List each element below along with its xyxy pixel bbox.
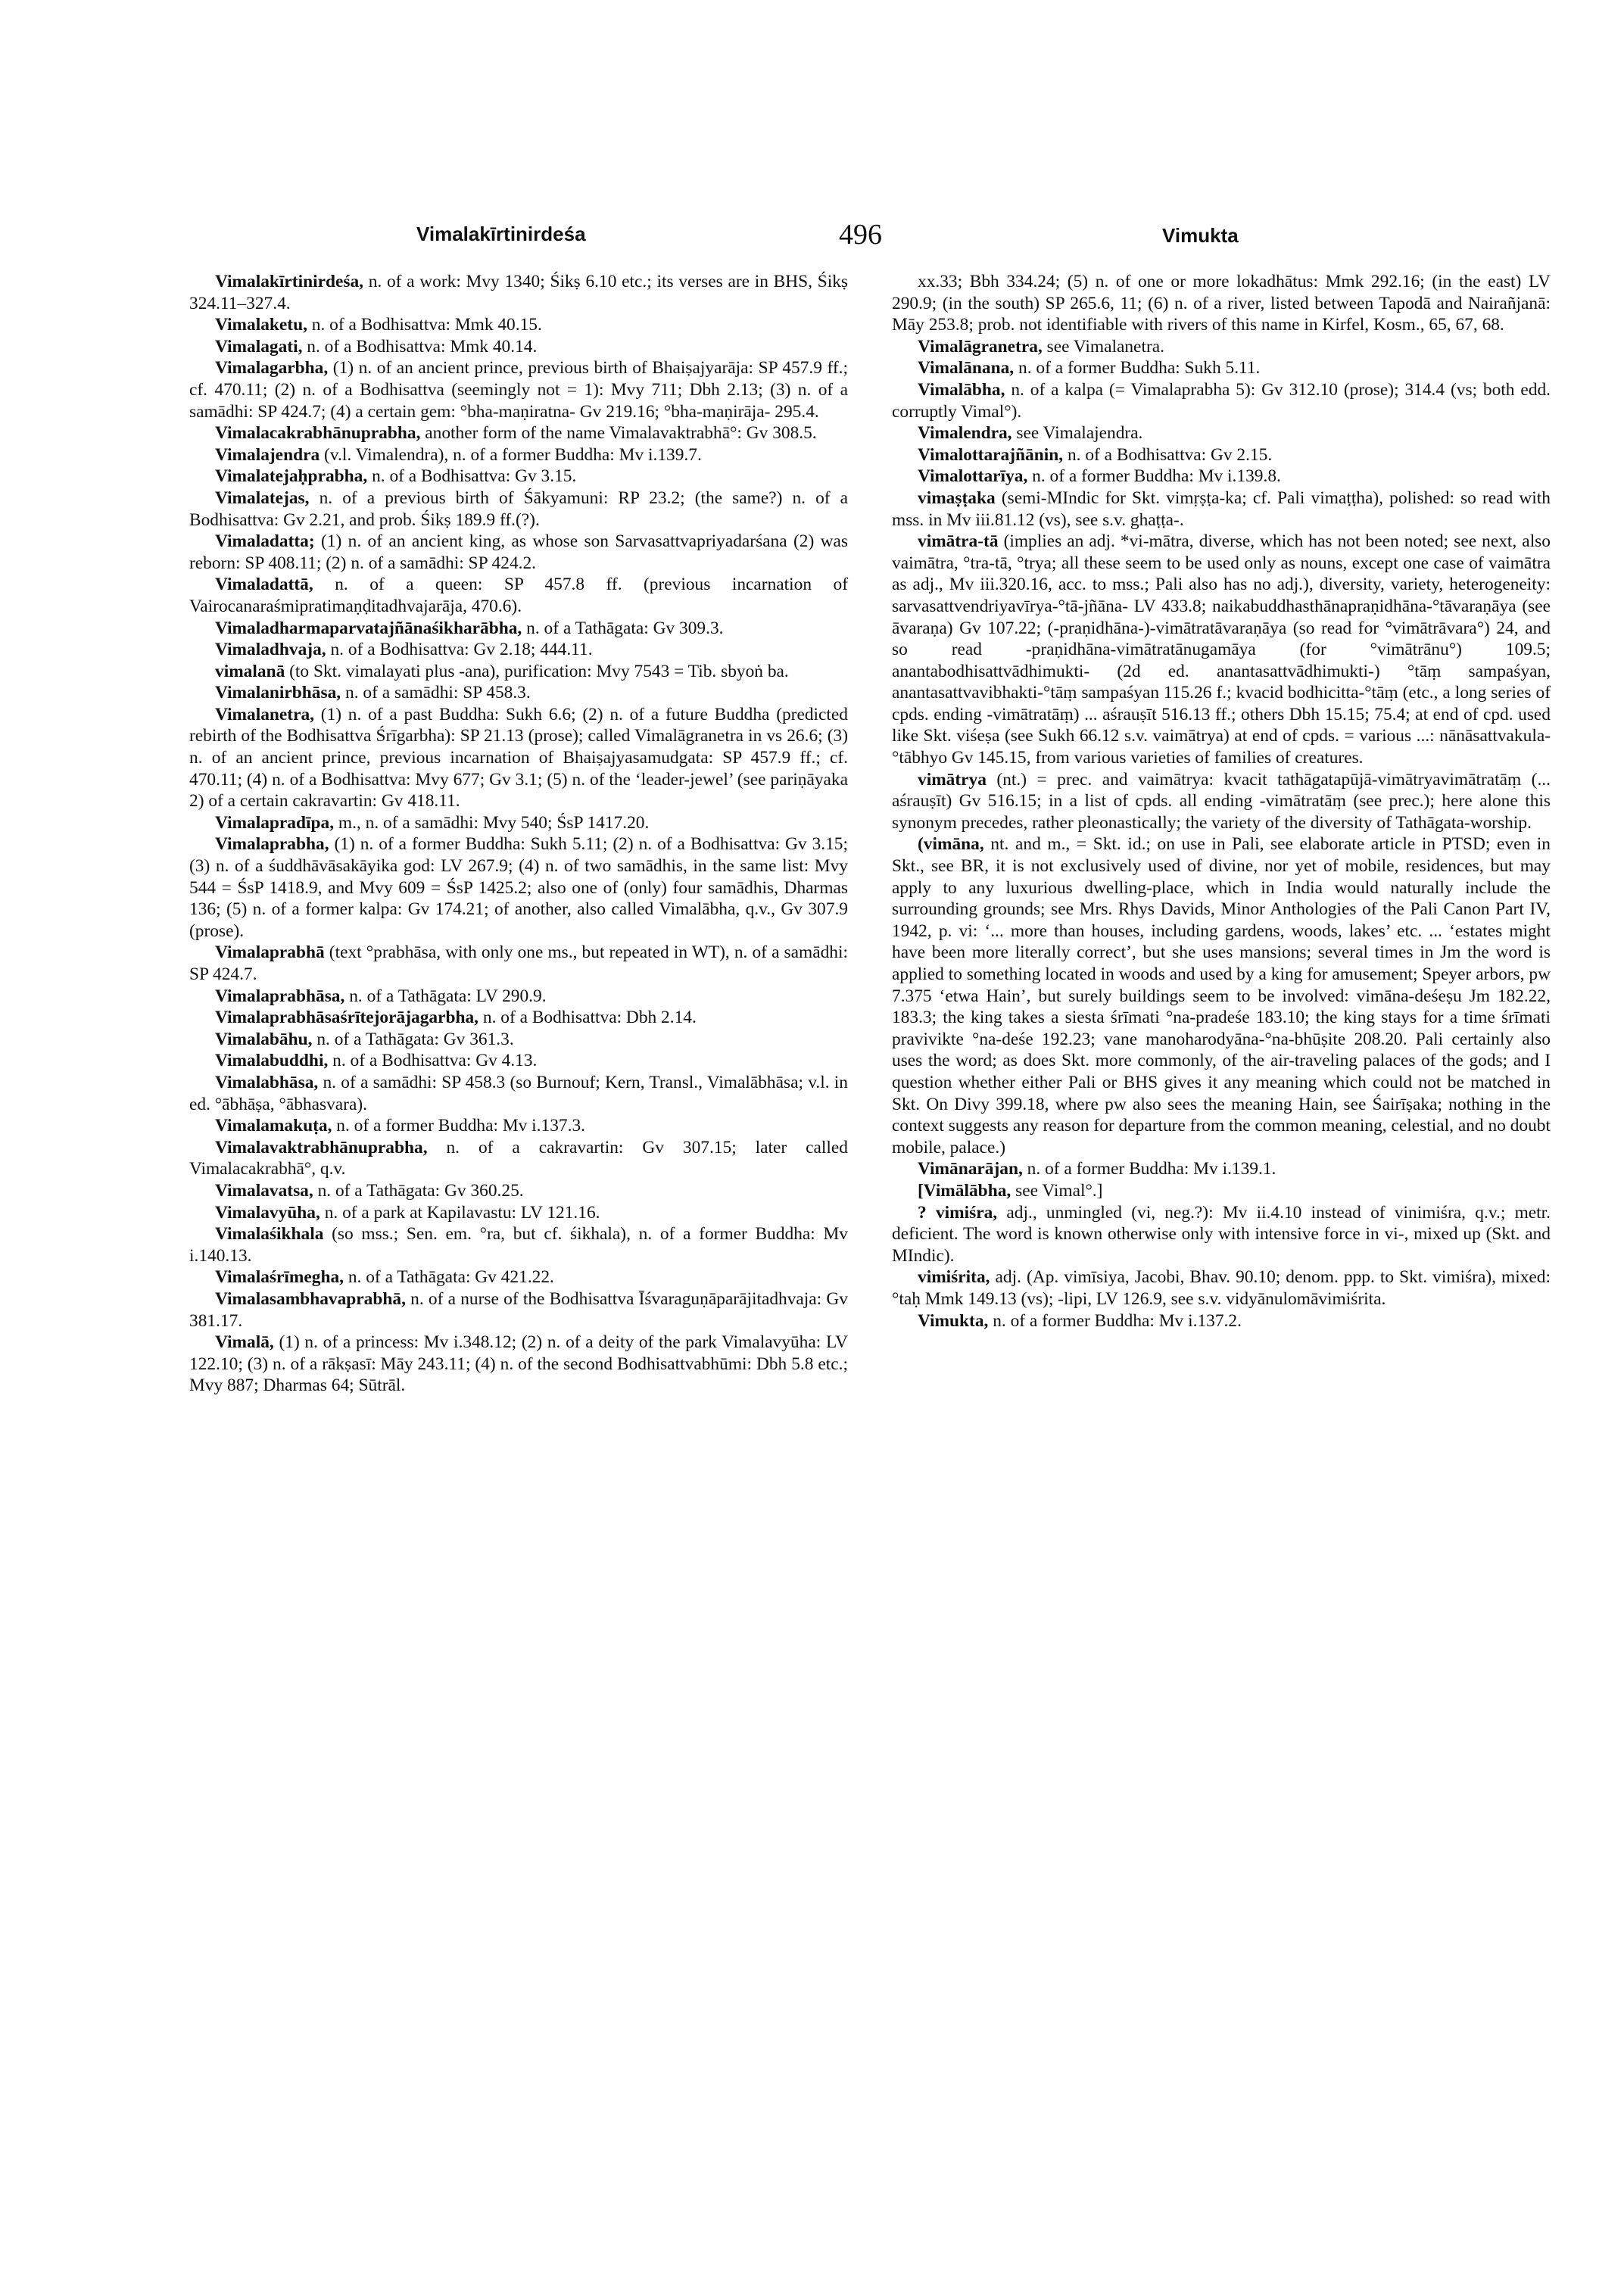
- entry-headword: Vimalendra,: [918, 423, 1012, 444]
- entry-definition: see Vimalajendra.: [1011, 423, 1143, 444]
- entry-definition: n. of a Bodhisattva: Mmk 40.15.: [307, 315, 542, 335]
- dictionary-entry: [189, 1288, 848, 1332]
- entry-headword: Vimalavatsa,: [215, 1180, 313, 1201]
- entry-headword: Vimalāgranetra,: [918, 336, 1043, 357]
- entry-headword: Vimalā,: [215, 1332, 274, 1353]
- dictionary-entry: [189, 682, 848, 704]
- entry-headword: Vimalasambhavaprabhā,: [215, 1288, 406, 1309]
- right-guide-word: Vimukta: [1162, 224, 1239, 247]
- entry-headword: Vimaladatta;: [215, 531, 315, 552]
- entry-definition: n. of a queen: SP 457.8 ff. (previous incarnation of Vairocanaraśmipratimaṇḍitadhvajarāja, 470.6).: [189, 575, 848, 616]
- entry-headword: Vimalaprabhā: [215, 942, 325, 963]
- entry-headword: Vimalamakuṭa,: [215, 1116, 332, 1136]
- entry-definition: (text °prabhāsa, with only one ms., but repeated in WT), n. of a samādhi: SP 424.7.: [189, 942, 848, 984]
- dictionary-entry: [892, 1180, 1551, 1202]
- dictionary-entry: [892, 531, 1551, 769]
- entry-definition: n. of a Tathāgata: Gv 360.25.: [313, 1180, 524, 1201]
- left-column: [189, 271, 848, 1397]
- entry-definition: (1) n. of an ancient king, as whose son Sarvasattvapriyadarśana (2) was reborn: SP 408.11; (2) n. of a samādhi: SP 424.2.: [189, 531, 848, 573]
- entry-headword: Vimalottarajñānin,: [918, 444, 1064, 465]
- entry-definition: n. of a Tathāgata: Gv 421.22.: [344, 1267, 554, 1288]
- entry-headword: Vimukta,: [918, 1310, 989, 1331]
- dictionary-entry: [892, 379, 1551, 422]
- entry-headword: Vimalaśrīmegha,: [215, 1267, 344, 1288]
- entry-headword: Vimalanetra,: [215, 704, 315, 724]
- dictionary-entry: [189, 336, 848, 358]
- dictionary-entry: [892, 466, 1551, 488]
- entry-definition: n. of a Tathāgata: Gv 309.3.: [522, 618, 724, 638]
- entry-definition: n. of a former Buddha: Mv i.137.2.: [988, 1310, 1242, 1331]
- entry-definition: n. of a samādhi: SP 458.3 (so Burnouf; Kern, Transl., Vimalābhāsa; v.l. in ed. °ābhāṣa, °ābhasvara).: [189, 1072, 848, 1114]
- entry-definition: (to Skt. vimalayati plus -ana), purification: Mvy 7543 = Tib. sbyoṅ ba.: [285, 661, 789, 681]
- dictionary-entry: [189, 466, 848, 488]
- dictionary-entry: [892, 488, 1551, 531]
- entry-definition: n. of a park at Kapilavastu: LV 121.16.: [320, 1202, 600, 1223]
- entry-definition: another form of the name Vimalavaktrabhā°: Gv 308.5.: [420, 423, 817, 444]
- dictionary-entry: [189, 314, 848, 336]
- dictionary-entry: [892, 1202, 1551, 1267]
- dictionary-entry: [892, 357, 1551, 379]
- dictionary-entry: [189, 488, 848, 531]
- right-column: [892, 271, 1551, 1332]
- entry-definition: n. of a Bodhisattva: Gv 2.15.: [1063, 444, 1273, 465]
- entry-definition: n. of a Tathāgata: LV 290.9.: [344, 986, 547, 1006]
- dictionary-entry: [189, 271, 848, 314]
- dictionary-entry: [892, 1266, 1551, 1310]
- entry-headword: Vimalakīrtinirdeśa,: [215, 272, 363, 291]
- entry-definition: xx.33; Bbh 334.24; (5) n. of one or more lokadhātus: Mmk 292.16; (in the east) LV 290.9; (in the south) SP 265.6, 11; (6) n. of a river, listed between Tapodā and Nairañjanā: Māy 253.8; prob. not identifiable with rivers of this name in Kirfel, Kosm., 65, 67, 68.: [892, 272, 1551, 335]
- entry-headword: Vimalanirbhāsa,: [215, 683, 341, 703]
- entry-headword: Vimaladattā,: [215, 575, 313, 595]
- entry-definition: (1) n. of a princess: Mv i.348.12; (2) n. of a deity of the park Vimalavyūha: LV 122.10; (3) n. of a rākṣasī: Māy 243.11; (4) n. of the second Bodhisattvabhūmi: Dbh 5.8 etc.; Mvy 887; Dharmas 64; Sūtrāl.: [189, 1332, 848, 1396]
- dictionary-entry: [892, 422, 1551, 444]
- dictionary-entry: [189, 1266, 848, 1288]
- dictionary-entry: [189, 444, 848, 466]
- entry-definition: (1) n. of an ancient prince, previous birth of Bhaiṣajyarāja: SP 457.9 ff.; cf. 470.11; (2) n. of a Bodhisattva (seemingly not = 1): Mvy 711; Dbh 2.13; (3) n. of a samādhi: SP 424.7; (4) a certain gem: °bha-maṇiratna- Gv 219.16; °bha-maṇirāja- 295.4.: [189, 358, 848, 422]
- dictionary-entry: [189, 1115, 848, 1137]
- entry-headword: Vimalabuddhi,: [215, 1051, 329, 1071]
- dictionary-entry: [189, 1332, 848, 1397]
- dictionary-entry: [189, 574, 848, 617]
- entry-definition: (semi-MIndic for Skt. vimṛṣṭa-ka; cf. Pali vimaṭṭha), polished: so read with mss. in Mv iii.81.12 (vs), see s.v. ghaṭṭa-.: [892, 488, 1551, 530]
- entry-headword: ? vimiśra,: [918, 1202, 998, 1223]
- entry-headword: Vimaladhvaja,: [215, 640, 326, 660]
- entry-headword: Vimalānana,: [918, 358, 1015, 379]
- entry-headword: Vimalabhāsa,: [215, 1072, 319, 1092]
- entry-headword: Vimalottarīya,: [918, 466, 1028, 487]
- dictionary-entry: [189, 1050, 848, 1072]
- entry-headword: Vimaladharmaparvatajñānaśikharābha,: [215, 618, 522, 638]
- dictionary-entry: [189, 1007, 848, 1029]
- dictionary-entry: [189, 357, 848, 422]
- entry-headword: Vimalābha,: [918, 379, 1005, 400]
- entry-definition: nt. and m., = Skt. id.; on use in Pali, see elaborate article in PTSD; even in Skt., see BR, it is not exclusively used of divine, nor yet of mobile, residences, but may apply to any luxurious dwelling-place, which in India would naturally include the surrounding grounds; see Mrs. Rhys Davids, Minor Anthologies of the Pali Canon Part IV, 1942, p. vi: ‘... more than houses, including gardens, woods, lakes’ etc. ... ‘estates might have been more literally correct’, but she uses mansions; several times in Jm the word is applied to something located in woods and used by a king for amusement; Speyer arbors, pw 7.375 ‘etwa Hain’, but surely buildings seem to be involved: vimāna-deśeṣu Jm 182.22, 183.3; the king takes a siesta śrīmati °na-pradeśe 183.10; the king stays for a time śrīmati pravivikte °na-deśe 192.23; vane manoharodyāna-°na-bhūṣite 208.20. Pali certainly also uses the word; as does Skt. more commonly, of the air-traveling palaces of the gods; and I question whether either Pali or BHS gives it any meaning which could not be matched in Skt. On Divy 399.18, where pw also sees the meaning Hain, see Śairīṣaka; nothing in the context suggests any reason for departure from the common meaning, celestial, and no doubt mobile, palace.): [892, 834, 1551, 1157]
- entry-definition: (1) n. of a past Buddha: Sukh 6.6; (2) n. of a future Buddha (predicted rebirth of the Bodhisattva Śrīgarbha): SP 21.13 (prose); called Vimalāgranetra in vs 26.6; (3) n. of an ancient prince, previous incarnation of Bhaiṣajyasamudgata: SP 457.9 ff.; cf. 470.11; (4) n. of a Bodhisattva: Mvy 677; Gv 3.1; (5) n. of the ‘leader-jewel’ (see pariṇāyaka 2) of a certain cakravartin: Gv 418.11.: [189, 704, 848, 812]
- entry-definition: adj., unmingled (vi, neg.?): Mv ii.4.10 instead of vinimiśra, q.v.; metr. deficient. The word is known otherwise only with intensive force in vi-, mixed up (Skt. and MIndic).: [892, 1202, 1551, 1266]
- dictionary-entry: [189, 639, 848, 661]
- dictionary-entry: [189, 942, 848, 985]
- entry-headword: vimiśrita,: [918, 1267, 990, 1288]
- entry-headword: Vimalapradīpa,: [215, 812, 335, 833]
- dictionary-entry: [189, 812, 848, 834]
- entry-headword: [Vimālābha,: [918, 1180, 1011, 1201]
- entry-definition: n. of a former Buddha: Mv i.139.8.: [1027, 466, 1281, 487]
- entry-definition: m., n. of a samādhi: Mvy 540; ŚsP 1417.20.: [334, 812, 650, 833]
- page-number: 496: [839, 219, 882, 251]
- entry-definition: (nt.) = prec. and vaimātrya: kvacit tathāgatapūjā-vimātryavimātratāṃ (... aśrauṣīt) Gv 516.15; in a list of cpds. all ending -vimātratāṃ (see prec.); here alone this synonym precedes, rather pleonastically; the variety of the diversity of Tathāgata-worship.: [892, 769, 1551, 833]
- dictionary-entry: [189, 1180, 848, 1202]
- entry-headword: Vimalagati,: [215, 336, 303, 357]
- entry-headword: Vimalagarbha,: [215, 358, 329, 379]
- dictionary-entry: [189, 1029, 848, 1051]
- entry-headword: Vimalatejaḥprabha,: [215, 466, 368, 487]
- entry-headword: Vimalaśikhala: [215, 1224, 324, 1245]
- left-guide-word: Vimalakīrtinirdeśa: [416, 223, 586, 245]
- dictionary-entry: [189, 422, 848, 444]
- entry-headword: Vimalaprabha,: [215, 834, 329, 855]
- entry-headword: Vimalaprabhāsaśrītejorājagarbha,: [215, 1008, 479, 1028]
- dictionary-entry: [189, 1137, 848, 1180]
- dictionary-entry: [189, 704, 848, 812]
- dictionary-entry: [189, 531, 848, 574]
- entry-definition: see Vimalanetra.: [1042, 336, 1164, 357]
- entry-headword: vimātra-tā: [918, 531, 999, 552]
- entry-headword: Vimalavyūha,: [215, 1202, 320, 1223]
- dictionary-entry: [189, 833, 848, 942]
- entry-headword: (vimāna,: [918, 834, 984, 855]
- dictionary-entry: [892, 833, 1551, 1158]
- entry-definition: n. of a Bodhisattva: Gv 3.15.: [367, 466, 577, 487]
- entry-definition: see Vimal°.]: [1011, 1180, 1103, 1201]
- entry-headword: Vimalacakrabhānuprabha,: [215, 423, 421, 444]
- entry-definition: (v.l. Vimalendra), n. of a former Buddha: Mv i.139.7.: [320, 444, 702, 465]
- entry-headword: vimātrya: [918, 769, 987, 790]
- entry-definition: n. of a Bodhisattva: Gv 4.13.: [328, 1051, 538, 1071]
- dictionary-entry: [892, 1158, 1551, 1180]
- entry-definition: n. of a nurse of the Bodhisattva Īśvaraguṇāparājitadhvaja: Gv 381.17.: [189, 1288, 848, 1331]
- entry-headword: Vimalatejas,: [215, 488, 310, 508]
- running-header: [189, 218, 1537, 256]
- dictionary-entry: [189, 661, 848, 683]
- entry-definition: n. of a former Buddha: Mv i.137.3.: [332, 1116, 585, 1136]
- dictionary-entry: [892, 336, 1551, 358]
- entry-headword: vimaṣṭaka: [918, 488, 996, 508]
- entry-headword: vimalanā: [215, 661, 285, 681]
- dictionary-entry: [892, 271, 1551, 336]
- entry-headword: Vimalaprabhāsa,: [215, 986, 345, 1006]
- entry-definition: (1) n. of a former Buddha: Sukh 5.11; (2) n. of a Bodhisattva: Gv 3.15; (3) n. of a śuddhāvāsakāyika god: LV 267.9; (4) n. of two samādhis, in the same list: Mvy 544 = ŚsP 1418.9, and Mvy 609 = ŚsP 1425.2; also one of (only) four samādhis, Dharmas 136; (5) n. of a former kalpa: Gv 174.21; of another, also called Vimalābha, q.v., Gv 307.9 (prose).: [189, 834, 848, 941]
- entry-definition: n. of a former Buddha: Mv i.139.1.: [1022, 1159, 1276, 1179]
- entry-definition: n. of a cakravartin: Gv 307.15; later called Vimalacakrabhā°, q.v.: [189, 1137, 848, 1179]
- dictionary-entry: [189, 986, 848, 1008]
- entry-definition: n. of a former Buddha: Sukh 5.11.: [1014, 358, 1261, 379]
- entry-definition: n. of a previous birth of Śākyamuni: RP 23.2; (the same?) n. of a Bodhisattva: Gv 2.21, and prob. Śikṣ 189.9 ff.(?).: [189, 488, 848, 530]
- dictionary-entry: [189, 618, 848, 640]
- dictionary-entry: [892, 444, 1551, 466]
- entry-headword: Vimalaketu,: [215, 315, 307, 335]
- entry-definition: n. of a kalpa (= Vimalaprabha 5): Gv 312.10 (prose); 314.4 (vs; both edd. corruptly Vimal°).: [892, 379, 1551, 422]
- dictionary-entry: [189, 1223, 848, 1266]
- entry-definition: adj. (Ap. vimīsiya, Jacobi, Bhav. 90.10; denom. ppp. to Skt. vimiśra), mixed: °taḥ Mmk 149.13 (vs); -lipi, LV 126.9, see s.v. vidyānulomāvimiśrita.: [892, 1267, 1551, 1309]
- dictionary-entry: [892, 1310, 1551, 1332]
- dictionary-entry: [189, 1072, 848, 1115]
- entry-definition: (implies an adj. *vi-mātra, diverse, which has not been noted; see next, also vaimātra, °tra-tā, °trya; all these seem to be used only as nouns, except one case of vaimātra as adj., Mv iii.320.16, acc. to mss.; Pali also has no adj.), diversity, variety, heterogeneity: sarvasattvendriyavīrya-°tā-jñāna- LV 433.8; naikabuddhasthānapraṇidhāna-°tāvaraṇāya (see āvaraṇa) Gv 107.22; (-praṇidhāna-)-vimātratāvaraṇāya (so read for °vimātrāvara°) 24, and so read -praṇidhāna-vimātratānugamāya (for °vimātrānu°) 109.5; anantabodhisattvādhimukti- (2d ed. anantasattvādhimukti-) °tāṃ sampaśyan, anantasattvavibhakti-°tāṃ sampaśyan 115.26 f.; kvacid bodhicitta-°tāṃ (etc., a long series of cpds. ending -vimātratāṃ) ... aśrauṣīt 516.13 ff.; others Dbh 15.15; 75.4; at end of cpd. used like Skt. viśeṣa (see Sukh 66.12 s.v. vaimātrya) at end of cpds. = various ...: nānāsattvakula-°tābhyo Gv 145.15, from various varieties of families of creatures.: [892, 531, 1551, 768]
- entry-definition: (so mss.; Sen. em. °ra, but cf. śikhala), n. of a former Buddha: Mv i.140.13.: [189, 1224, 848, 1266]
- entry-definition: n. of a samādhi: SP 458.3.: [341, 683, 531, 703]
- dictionary-entry: [189, 1202, 848, 1224]
- entry-headword: Vimānarājan,: [918, 1159, 1023, 1179]
- entry-definition: n. of a Tathāgata: Gv 361.3.: [312, 1029, 514, 1049]
- entry-headword: Vimalabāhu,: [215, 1029, 313, 1049]
- entry-headword: Vimalajendra: [215, 444, 320, 465]
- entry-definition: n. of a Bodhisattva: Mmk 40.14.: [302, 336, 538, 357]
- entry-headword: Vimalavaktrabhānuprabha,: [215, 1137, 428, 1157]
- entry-definition: n. of a work: Mvy 1340; Śikṣ 6.10 etc.; its verses are in BHS, Śikṣ 324.11–327.4.: [189, 272, 848, 313]
- entry-definition: n. of a Bodhisattva: Gv 2.18; 444.11.: [326, 640, 593, 660]
- dictionary-entry: [892, 769, 1551, 834]
- entry-definition: n. of a Bodhisattva: Dbh 2.14.: [478, 1008, 697, 1028]
